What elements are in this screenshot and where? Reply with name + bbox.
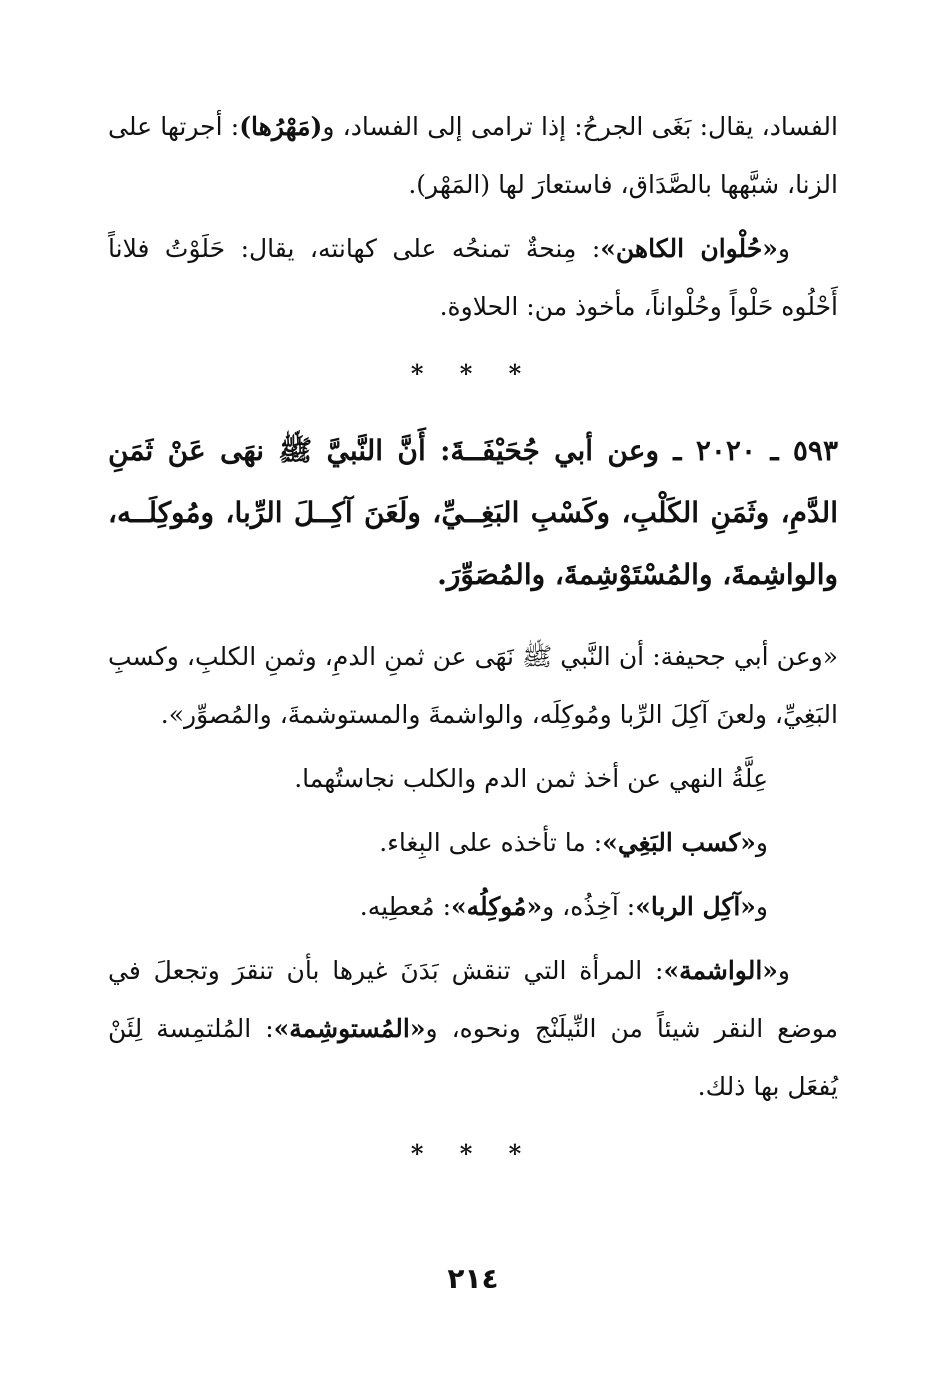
term-al-washima: «الواشمة» xyxy=(663,956,778,985)
paragraph-quote: «وعن أبي جحيفة: أن النَّبي ﷺ نَهَى عن ثمنِ الدمِ، وثمنِ الكلبِ، وكسبِ البَغِيِّ، ولعنَ آكِلَ الرِّبا ومُوكِلَه، والواشمةَ والمستوشمةَ، والمُصوِّر». xyxy=(108,642,838,729)
paragraph-text: و xyxy=(777,234,790,263)
paragraph-fasad xyxy=(108,98,838,214)
paragraph-text: : أجرتها على الزنا، شبَّهها بالصَّدَاق، فاستعارَ لها (المَهْر). xyxy=(108,112,838,199)
page-body xyxy=(108,98,838,1317)
paragraph-text: : ما تأخذه على البِغاء. xyxy=(379,828,603,857)
paragraph-text: : مِنحةٌ تمنحُه على كهانته، يقال: حَلَوْتُ فلاناً أَحْلُوه حَلْواً وحُلْواناً، مأخوذ من: الحلاوة. xyxy=(108,234,838,321)
paragraph-text: و xyxy=(755,828,768,857)
paragraph-text: و xyxy=(755,892,768,921)
paragraph-text: : آخِذُه، و xyxy=(542,892,636,921)
paragraph-akil-al-riba xyxy=(108,878,838,936)
paragraph-text: : المرأة التي تنقش بَدَنَ غيرها بأن تنقرَ وتجعلَ في موضع النقر شيئاً من النِّيلَنْج ونحوه، و xyxy=(108,956,838,1043)
hadith-text: ٥٩٣ ـ ٢٠٢٠ ـ وعن أبي جُحَيْفَــةَ: أَنَّ النَّبيَّ ﷺ نهَى عَنْ ثَمَنِ الدَّمِ، وثَمَنِ الكَلْبِ، وكَسْبِ البَغِــيِّ، ولَعَنَ آكِــلَ الرِّبا، ومُوكِلَــه، والواشِمةَ، والمُسْتَوْشِمةَ، والمُصَوِّرَ. xyxy=(108,434,839,591)
page-number: ٢١٤ xyxy=(447,1262,499,1295)
paragraph-text: الفساد، يقال: بَغَى الجرحُ: إذا ترامى إلى الفساد، و xyxy=(322,112,838,141)
section-separator: * * * xyxy=(410,359,536,388)
paragraph-washima xyxy=(108,942,838,1116)
paragraph-hulwan xyxy=(108,220,838,336)
term-mukiluh: «مُوكِلُه» xyxy=(451,892,543,921)
term-hulwan-al-kahin: «حُلْوان الكاهن» xyxy=(600,234,778,263)
term-al-mustawshima: «المُستوشِمة» xyxy=(273,1014,426,1043)
term-akil-al-riba: «آكِل الربا» xyxy=(635,892,756,921)
term-mahruha: (مَهْرُها) xyxy=(239,112,323,141)
term-kasb-al-baghi: «كسب البَغِي» xyxy=(602,828,756,857)
paragraph-illa: عِلَّةُ النهي عن أخذ ثمن الدم والكلب نجاستُهما. xyxy=(294,764,768,793)
paragraph-text: : المُلتمِسة لِئَنْ يُفعَل بها ذلك. xyxy=(108,1014,838,1101)
paragraph-text: و xyxy=(777,956,790,985)
paragraph-text: : مُعطِيه. xyxy=(359,892,452,921)
paragraph-kasb-al-baghi xyxy=(108,814,838,872)
section-separator: * * * xyxy=(410,1139,536,1168)
